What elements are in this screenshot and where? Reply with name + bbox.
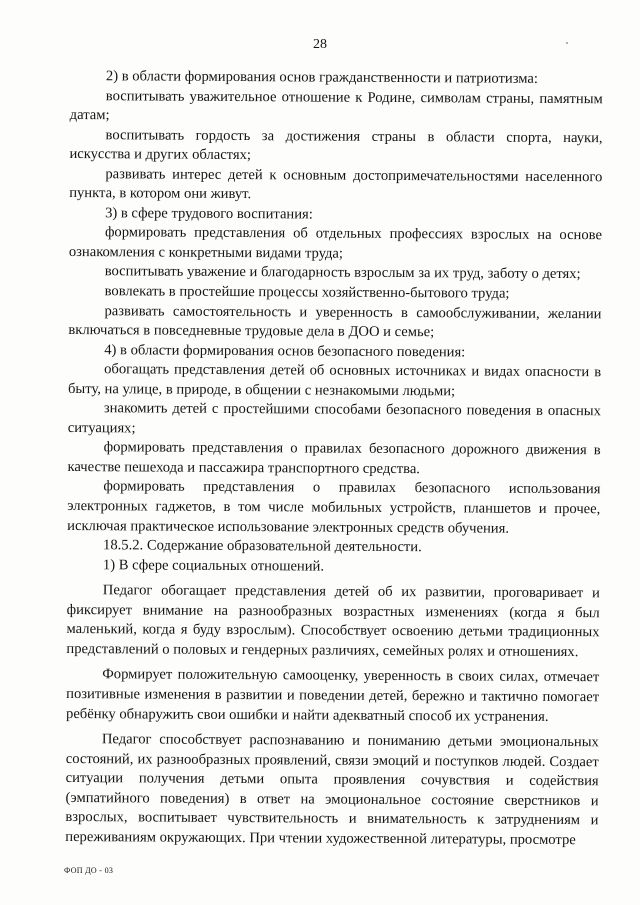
paragraph: Педагог способствует распознаванию и пониманию детьми эмоциональных состояний, их разнообразных проявлений, связи эмоций и поступков людей. Создает ситуации получения детьми опыта проявления сочувствия и содействия (эмпатийного поведения) в ответ на эмоциональное состояние сверстников и взрослых, воспитывает чувствительность и внимательность к затруднениям и переживаниям окружающих. При чтении художественной литературы, просмотре bbox=[65, 731, 599, 848]
document-footer-code: ФОП ДО - 03 bbox=[64, 866, 114, 875]
paragraph: знакомить детей с простейшими способами безопасного поведения в опасных ситуациях; bbox=[67, 400, 601, 437]
paragraph: воспитывать уважение и благодарность взрослым за их труд, заботу о детях; bbox=[104, 263, 581, 283]
paragraph: 2) в области формирования основ гражданственности и патриотизма: bbox=[105, 68, 539, 87]
paragraph: воспитывать гордость за достижения страны в области спорта, науки, искусства и других областях; bbox=[69, 126, 603, 164]
paragraph: вовлекать в простейшие процессы хозяйственно-бытового труда; bbox=[104, 283, 510, 302]
paragraph: 3) в сфере трудового воспитания: bbox=[105, 205, 313, 223]
paragraph: формировать представления о правилах безопасного дорожного движения в качестве пешехода и пассажира транспортного средства. bbox=[67, 439, 601, 478]
page-number: 28 bbox=[313, 37, 327, 52]
paragraph: 4) в области формирования основ безопасного поведения: bbox=[104, 341, 466, 361]
paragraph: Формирует положительную самооценку, уверенность в своих силах, отмечает позитивные изменения в развитии и поведении детей, бережно и тактично помогает ребёнку обнаружить свои ошибки и найти адекватный способ их устранения. bbox=[66, 666, 600, 725]
paragraph: Педагог обогащает представления детей об их развитии, проговаривает и фиксирует внимание на разнообразных возрастных изменениях (когда я был маленький, когда я буду взрослым). Способствует освоению детьми традиционных представлений о половых и гендерных различиях, семейных ролях и отношениях. bbox=[66, 582, 600, 660]
paragraph: обогащать представления детей об основных источниках и видах опасности в быту, на улице, в природе, в общении с незнакомыми людьми; bbox=[67, 361, 602, 400]
paragraph: развивать самостоятельность и уверенность в самообслуживании, желании включаться в повседневные трудовые дела в ДОО и семье; bbox=[68, 302, 602, 341]
document-body bbox=[65, 67, 603, 851]
section-heading: 18.5.2. Содержание образовательной деятельности. bbox=[103, 537, 422, 556]
paragraph: формировать представления об отдельных профессиях взрослых на основе ознакомления с конкретными видами труда; bbox=[68, 224, 603, 262]
paragraph: воспитывать уважительное отношение к Родине, символам страны, памятным датам; bbox=[69, 87, 603, 124]
subsection-heading: 1) В сфере социальных отношений. bbox=[102, 556, 325, 575]
scan-speck bbox=[566, 42, 568, 44]
paragraph: формировать представления о правилах безопасного использования электронных гаджетов, в том числе мобильных устройств, планшетов и прочее, исключая практическое использование электронных средств обучения. bbox=[67, 478, 601, 537]
paragraph: развивать интерес детей к основным достопримечательностями населенного пункта, в котором они живут. bbox=[69, 165, 603, 203]
